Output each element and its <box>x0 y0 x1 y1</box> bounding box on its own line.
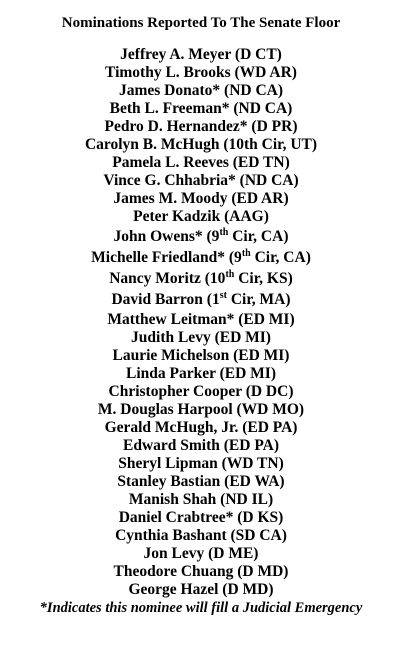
nominee-text: Beth L. Freeman* (ND CA) <box>109 100 293 117</box>
nominee-text: Peter Kadzik (AAG) <box>133 208 269 225</box>
nominee-text: M. Douglas Harpool (WD MO) <box>97 401 305 418</box>
nominee-row <box>0 227 402 247</box>
nominee-row <box>0 248 402 268</box>
nominee-row <box>0 290 402 310</box>
nominee-text: Timothy L. Brooks (WD AR) <box>105 64 297 81</box>
nominee-row <box>0 383 402 401</box>
nominee-row <box>0 509 402 527</box>
nominee-text: James M. Moody (ED AR) <box>113 190 289 207</box>
nominee-text: Nancy Moritz (10 <box>109 270 226 287</box>
ordinal-suffix: th <box>241 247 251 259</box>
nominee-row <box>0 208 402 226</box>
nominee-text: Judith Levy (ED MI) <box>131 329 271 346</box>
nominee-text: Jeffrey A. Meyer (D CT) <box>120 46 282 63</box>
nominee-row <box>0 269 402 289</box>
nominee-row <box>0 563 402 581</box>
nominee-text: Michelle Friedland* (9 <box>91 249 242 266</box>
nominee-row <box>0 64 402 82</box>
nominee-text: George Hazel (D MD) <box>128 581 274 598</box>
nominee-text: Pamela L. Reeves (ED TN) <box>112 154 290 171</box>
nominee-text: Edward Smith (ED PA) <box>122 437 279 454</box>
nominee-row <box>0 190 402 208</box>
nominee-row <box>0 172 402 190</box>
nominee-text: David Barron (1 <box>111 291 220 308</box>
nominee-row <box>0 419 402 437</box>
ordinal-suffix: th <box>225 268 235 280</box>
nominee-row <box>0 581 402 599</box>
nominee-text: Sheryl Lipman (WD TN) <box>118 455 284 472</box>
nominee-text: Daniel Crabtree* (D KS) <box>118 509 284 526</box>
nominee-row <box>0 473 402 491</box>
nominee-row <box>0 437 402 455</box>
nominee-text: Matthew Leitman* (ED MI) <box>107 311 295 328</box>
nominee-row <box>0 118 402 136</box>
nominee-row <box>0 527 402 545</box>
nominee-text: John Owens* (9 <box>113 228 220 245</box>
nominee-row <box>0 365 402 383</box>
nominee-row <box>0 136 402 154</box>
nominee-row <box>0 455 402 473</box>
nominee-row <box>0 154 402 172</box>
nominee-text-tail: Cir, KS) <box>234 270 293 287</box>
nominee-text-tail: Cir, CA) <box>250 249 311 266</box>
nominee-text: Jon Levy (D ME) <box>143 545 259 562</box>
nominee-text: Theodore Chuang (D MD) <box>113 563 289 580</box>
nominee-row <box>0 100 402 118</box>
nominee-text: Pedro D. Hernandez* (D PR) <box>104 118 298 135</box>
nominee-row <box>0 545 402 563</box>
document-title: Nominations Reported To The Senate Floor <box>61 15 341 31</box>
ordinal-suffix: st <box>219 289 227 301</box>
nominee-text: Laurie Michelson (ED MI) <box>112 347 290 364</box>
nominee-row <box>0 46 402 64</box>
nominee-text-tail: Cir, CA) <box>228 228 289 245</box>
nominee-text: James Donato* (ND CA) <box>118 82 284 99</box>
nominee-row <box>0 491 402 509</box>
nominee-text: Gerald McHugh, Jr. (ED PA) <box>104 419 298 436</box>
nominee-text: Manish Shah (ND IL) <box>128 491 274 508</box>
ordinal-suffix: th <box>219 226 229 238</box>
nominee-row <box>0 329 402 347</box>
nominee-text: Vince G. Chhabria* (ND CA) <box>103 172 299 189</box>
nominee-text: Cynthia Bashant (SD CA) <box>115 527 287 544</box>
nominee-row <box>0 311 402 329</box>
nominee-text: Stanley Bastian (ED WA) <box>117 473 285 490</box>
nominee-row <box>0 82 402 100</box>
nominee-text-tail: Cir, MA) <box>226 291 291 308</box>
footnote: *Indicates this nominee will fill a Judicial Emergency <box>39 600 363 616</box>
nominee-list <box>0 46 402 599</box>
nominee-text: Christopher Cooper (D DC) <box>108 383 294 400</box>
nominee-text: Linda Parker (ED MI) <box>126 365 276 382</box>
nominee-text: Carolyn B. McHugh (10th Cir, UT) <box>84 136 318 153</box>
nominee-row <box>0 401 402 419</box>
nominee-row <box>0 347 402 365</box>
